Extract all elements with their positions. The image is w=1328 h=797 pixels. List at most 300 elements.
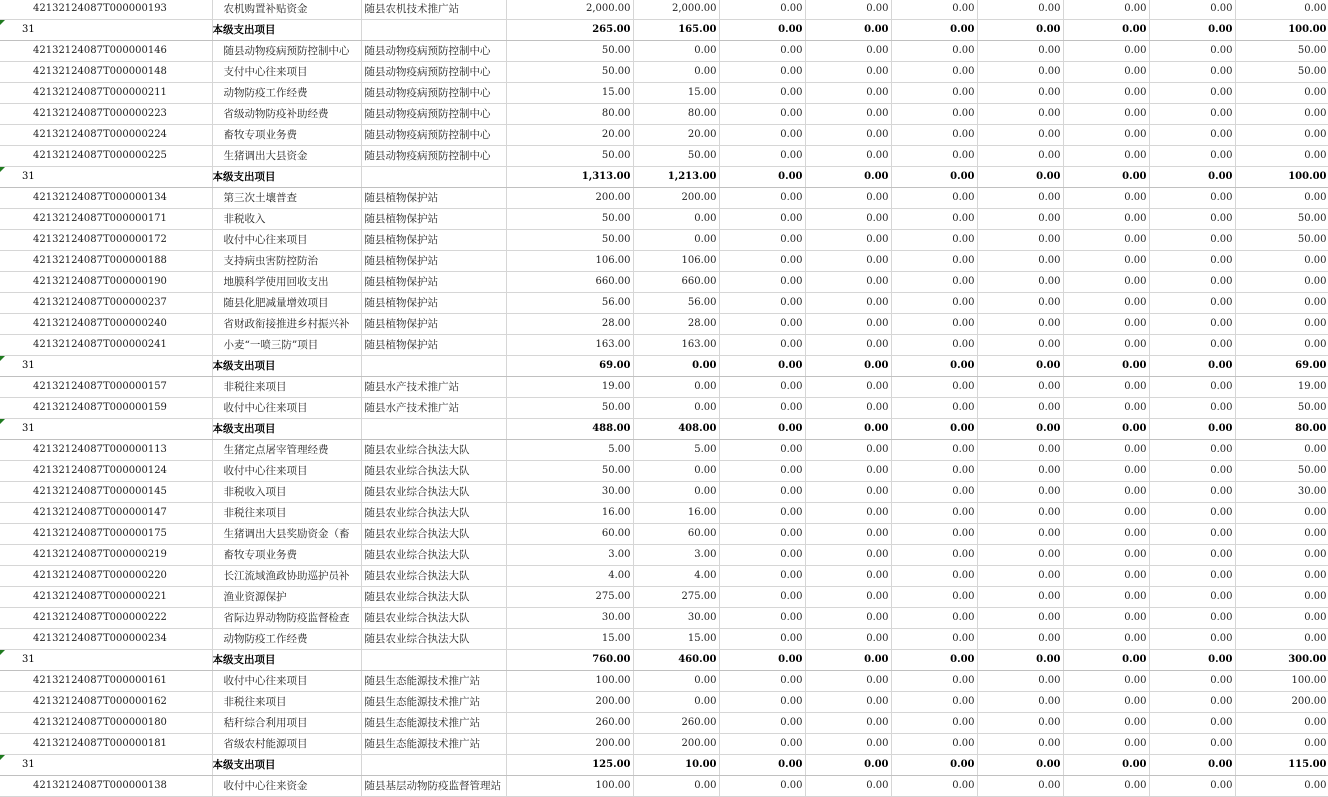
basic-amount-cell[interactable]: 260.00 <box>633 713 719 734</box>
col-4-cell[interactable]: 0.00 <box>805 272 891 293</box>
agency-name-cell[interactable]: 随县农机技术推广站 <box>361 0 506 20</box>
col-3-cell[interactable]: 0.00 <box>719 419 805 440</box>
col-7-cell[interactable]: 0.00 <box>1063 398 1149 419</box>
col-7-cell[interactable]: 0.00 <box>1063 167 1149 188</box>
col-8-cell[interactable]: 0.00 <box>1149 461 1235 482</box>
col-8-cell[interactable]: 0.00 <box>1149 566 1235 587</box>
col-7-cell[interactable]: 0.00 <box>1063 251 1149 272</box>
col-5-cell[interactable]: 0.00 <box>891 734 977 755</box>
project-code-cell[interactable] <box>0 146 212 167</box>
agency-name-cell[interactable]: 随县植物保护站 <box>361 230 506 251</box>
other-amount-cell[interactable]: 0.00 <box>1235 587 1328 608</box>
col-3-cell[interactable]: 0.00 <box>719 671 805 692</box>
col-7-cell[interactable]: 0.00 <box>1063 62 1149 83</box>
col-8-cell[interactable]: 0.00 <box>1149 335 1235 356</box>
col-6-cell[interactable]: 0.00 <box>977 608 1063 629</box>
agency-name-cell[interactable] <box>361 20 506 41</box>
other-amount-cell[interactable]: 0.00 <box>1235 125 1328 146</box>
col-4-cell[interactable]: 0.00 <box>805 776 891 797</box>
agency-name-cell[interactable]: 随县植物保护站 <box>361 209 506 230</box>
col-6-cell[interactable]: 0.00 <box>977 314 1063 335</box>
other-amount-cell[interactable]: 0.00 <box>1235 293 1328 314</box>
project-code-cell[interactable] <box>0 398 212 419</box>
project-name-cell[interactable]: 省财政衔接推进乡村振兴补 <box>212 314 361 335</box>
col-6-cell[interactable]: 0.00 <box>977 377 1063 398</box>
col-5-cell[interactable]: 0.00 <box>891 650 977 671</box>
col-8-cell[interactable]: 0.00 <box>1149 671 1235 692</box>
project-name-cell[interactable]: 非税收入 <box>212 209 361 230</box>
project-name-cell[interactable]: 非税收入项目 <box>212 482 361 503</box>
agency-name-cell[interactable]: 随县生态能源技术推广站 <box>361 713 506 734</box>
col-7-cell[interactable]: 0.00 <box>1063 608 1149 629</box>
col-7-cell[interactable]: 0.00 <box>1063 713 1149 734</box>
col-8-cell[interactable]: 0.00 <box>1149 188 1235 209</box>
col-5-cell[interactable]: 0.00 <box>891 209 977 230</box>
project-name-cell[interactable]: 本级支出项目 <box>212 356 361 377</box>
col-7-cell[interactable]: 0.00 <box>1063 188 1149 209</box>
col-8-cell[interactable]: 0.00 <box>1149 0 1235 20</box>
col-7-cell[interactable]: 0.00 <box>1063 692 1149 713</box>
col-3-cell[interactable]: 0.00 <box>719 293 805 314</box>
col-7-cell[interactable]: 0.00 <box>1063 335 1149 356</box>
agency-name-cell[interactable]: 随县农业综合执法大队 <box>361 545 506 566</box>
project-code-cell[interactable] <box>0 188 212 209</box>
col-7-cell[interactable]: 0.00 <box>1063 587 1149 608</box>
project-code-cell[interactable] <box>0 62 212 83</box>
project-code-cell[interactable] <box>0 272 212 293</box>
project-code-cell[interactable] <box>0 776 212 797</box>
col-5-cell[interactable]: 0.00 <box>891 566 977 587</box>
project-code-cell[interactable] <box>0 671 212 692</box>
col-4-cell[interactable]: 0.00 <box>805 419 891 440</box>
col-4-cell[interactable]: 0.00 <box>805 20 891 41</box>
col-5-cell[interactable]: 0.00 <box>891 482 977 503</box>
col-5-cell[interactable]: 0.00 <box>891 272 977 293</box>
col-3-cell[interactable]: 0.00 <box>719 545 805 566</box>
col-5-cell[interactable]: 0.00 <box>891 671 977 692</box>
total-amount-cell[interactable]: 50.00 <box>506 41 633 62</box>
col-4-cell[interactable]: 0.00 <box>805 356 891 377</box>
project-name-cell[interactable]: 随县化肥减量增效项目 <box>212 293 361 314</box>
other-amount-cell[interactable]: 50.00 <box>1235 230 1328 251</box>
total-amount-cell[interactable]: 100.00 <box>506 671 633 692</box>
project-name-cell[interactable]: 随县动物疫病预防控制中心 <box>212 41 361 62</box>
total-amount-cell[interactable]: 80.00 <box>506 104 633 125</box>
other-amount-cell[interactable]: 50.00 <box>1235 209 1328 230</box>
total-amount-cell[interactable]: 16.00 <box>506 503 633 524</box>
col-5-cell[interactable]: 0.00 <box>891 461 977 482</box>
col-7-cell[interactable]: 0.00 <box>1063 377 1149 398</box>
agency-name-cell[interactable] <box>361 356 506 377</box>
total-amount-cell[interactable]: 275.00 <box>506 587 633 608</box>
project-code-cell[interactable] <box>0 608 212 629</box>
col-5-cell[interactable]: 0.00 <box>891 314 977 335</box>
agency-name-cell[interactable]: 随县植物保护站 <box>361 314 506 335</box>
project-name-cell[interactable]: 非税往来项目 <box>212 377 361 398</box>
agency-name-cell[interactable]: 随县植物保护站 <box>361 293 506 314</box>
other-amount-cell[interactable]: 0.00 <box>1235 146 1328 167</box>
other-amount-cell[interactable]: 0.00 <box>1235 440 1328 461</box>
basic-amount-cell[interactable]: 275.00 <box>633 587 719 608</box>
col-8-cell[interactable]: 0.00 <box>1149 272 1235 293</box>
project-code-cell[interactable] <box>0 0 212 20</box>
col-4-cell[interactable]: 0.00 <box>805 83 891 104</box>
col-7-cell[interactable]: 0.00 <box>1063 146 1149 167</box>
total-amount-cell[interactable]: 200.00 <box>506 188 633 209</box>
project-code-cell[interactable] <box>0 524 212 545</box>
agency-name-cell[interactable]: 随县动物疫病预防控制中心 <box>361 62 506 83</box>
total-amount-cell[interactable]: 100.00 <box>506 776 633 797</box>
basic-amount-cell[interactable]: 15.00 <box>633 629 719 650</box>
col-3-cell[interactable]: 0.00 <box>719 251 805 272</box>
col-5-cell[interactable]: 0.00 <box>891 293 977 314</box>
col-5-cell[interactable]: 0.00 <box>891 356 977 377</box>
project-name-cell[interactable]: 畜牧专项业务费 <box>212 125 361 146</box>
col-6-cell[interactable]: 0.00 <box>977 692 1063 713</box>
basic-amount-cell[interactable]: 15.00 <box>633 83 719 104</box>
total-amount-cell[interactable]: 760.00 <box>506 650 633 671</box>
project-name-cell[interactable]: 渔业资源保护 <box>212 587 361 608</box>
project-name-cell[interactable]: 省级动物防疫补助经费 <box>212 104 361 125</box>
project-name-cell[interactable]: 收付中心往来项目 <box>212 398 361 419</box>
total-amount-cell[interactable]: 50.00 <box>506 62 633 83</box>
col-5-cell[interactable]: 0.00 <box>891 608 977 629</box>
basic-amount-cell[interactable]: 30.00 <box>633 608 719 629</box>
col-6-cell[interactable]: 0.00 <box>977 461 1063 482</box>
col-7-cell[interactable]: 0.00 <box>1063 356 1149 377</box>
col-6-cell[interactable]: 0.00 <box>977 545 1063 566</box>
col-6-cell[interactable]: 0.00 <box>977 209 1063 230</box>
col-3-cell[interactable]: 0.00 <box>719 230 805 251</box>
col-3-cell[interactable]: 0.00 <box>719 272 805 293</box>
total-amount-cell[interactable]: 50.00 <box>506 461 633 482</box>
col-8-cell[interactable]: 0.00 <box>1149 776 1235 797</box>
col-5-cell[interactable]: 0.00 <box>891 398 977 419</box>
project-name-cell[interactable]: 省级农村能源项目 <box>212 734 361 755</box>
col-7-cell[interactable]: 0.00 <box>1063 419 1149 440</box>
col-3-cell[interactable]: 0.00 <box>719 209 805 230</box>
col-5-cell[interactable]: 0.00 <box>891 104 977 125</box>
col-5-cell[interactable]: 0.00 <box>891 524 977 545</box>
project-name-cell[interactable]: 畜牧专项业务费 <box>212 545 361 566</box>
col-7-cell[interactable]: 0.00 <box>1063 629 1149 650</box>
project-name-cell[interactable]: 生猪定点屠宰管理经费 <box>212 440 361 461</box>
col-8-cell[interactable]: 0.00 <box>1149 251 1235 272</box>
project-code-cell[interactable] <box>0 461 212 482</box>
col-5-cell[interactable]: 0.00 <box>891 440 977 461</box>
project-name-cell[interactable]: 生猪调出大县资金 <box>212 146 361 167</box>
col-8-cell[interactable]: 0.00 <box>1149 104 1235 125</box>
project-code-cell[interactable] <box>0 482 212 503</box>
col-7-cell[interactable]: 0.00 <box>1063 209 1149 230</box>
col-7-cell[interactable]: 0.00 <box>1063 20 1149 41</box>
col-5-cell[interactable]: 0.00 <box>891 713 977 734</box>
agency-name-cell[interactable]: 随县农业综合执法大队 <box>361 440 506 461</box>
col-3-cell[interactable]: 0.00 <box>719 167 805 188</box>
basic-amount-cell[interactable]: 460.00 <box>633 650 719 671</box>
col-8-cell[interactable]: 0.00 <box>1149 293 1235 314</box>
total-amount-cell[interactable]: 3.00 <box>506 545 633 566</box>
agency-name-cell[interactable]: 随县植物保护站 <box>361 272 506 293</box>
other-amount-cell[interactable]: 0.00 <box>1235 335 1328 356</box>
project-code-cell[interactable] <box>0 692 212 713</box>
basic-amount-cell[interactable]: 0.00 <box>633 776 719 797</box>
col-6-cell[interactable]: 0.00 <box>977 356 1063 377</box>
project-code-cell[interactable] <box>0 755 212 776</box>
basic-amount-cell[interactable]: 0.00 <box>633 377 719 398</box>
col-4-cell[interactable]: 0.00 <box>805 293 891 314</box>
col-4-cell[interactable]: 0.00 <box>805 335 891 356</box>
col-8-cell[interactable]: 0.00 <box>1149 692 1235 713</box>
project-name-cell[interactable]: 本级支出项目 <box>212 650 361 671</box>
project-code-cell[interactable] <box>0 83 212 104</box>
col-8-cell[interactable]: 0.00 <box>1149 713 1235 734</box>
col-4-cell[interactable]: 0.00 <box>805 188 891 209</box>
col-3-cell[interactable]: 0.00 <box>719 83 805 104</box>
col-8-cell[interactable]: 0.00 <box>1149 440 1235 461</box>
col-6-cell[interactable]: 0.00 <box>977 335 1063 356</box>
col-5-cell[interactable]: 0.00 <box>891 755 977 776</box>
col-6-cell[interactable]: 0.00 <box>977 503 1063 524</box>
col-6-cell[interactable]: 0.00 <box>977 776 1063 797</box>
col-5-cell[interactable]: 0.00 <box>891 587 977 608</box>
col-8-cell[interactable]: 0.00 <box>1149 608 1235 629</box>
col-3-cell[interactable]: 0.00 <box>719 377 805 398</box>
other-amount-cell[interactable]: 0.00 <box>1235 251 1328 272</box>
project-name-cell[interactable]: 收付中心往来资金 <box>212 776 361 797</box>
total-amount-cell[interactable]: 200.00 <box>506 734 633 755</box>
col-8-cell[interactable]: 0.00 <box>1149 398 1235 419</box>
other-amount-cell[interactable]: 0.00 <box>1235 83 1328 104</box>
col-4-cell[interactable]: 0.00 <box>805 314 891 335</box>
col-3-cell[interactable]: 0.00 <box>719 356 805 377</box>
project-code-cell[interactable] <box>0 167 212 188</box>
basic-amount-cell[interactable]: 0.00 <box>633 230 719 251</box>
basic-amount-cell[interactable]: 0.00 <box>633 671 719 692</box>
total-amount-cell[interactable]: 15.00 <box>506 629 633 650</box>
basic-amount-cell[interactable]: 20.00 <box>633 125 719 146</box>
project-name-cell[interactable]: 收付中心往来项目 <box>212 671 361 692</box>
project-name-cell[interactable]: 农机购置补贴资金 <box>212 0 361 20</box>
basic-amount-cell[interactable]: 50.00 <box>633 146 719 167</box>
col-6-cell[interactable]: 0.00 <box>977 482 1063 503</box>
other-amount-cell[interactable]: 19.00 <box>1235 377 1328 398</box>
project-name-cell[interactable]: 省际边界动物防疫监督检查 <box>212 608 361 629</box>
col-3-cell[interactable]: 0.00 <box>719 482 805 503</box>
col-6-cell[interactable]: 0.00 <box>977 251 1063 272</box>
col-3-cell[interactable]: 0.00 <box>719 524 805 545</box>
total-amount-cell[interactable]: 1,313.00 <box>506 167 633 188</box>
agency-name-cell[interactable]: 随县农业综合执法大队 <box>361 608 506 629</box>
other-amount-cell[interactable]: 69.00 <box>1235 356 1328 377</box>
project-name-cell[interactable]: 收付中心往来项目 <box>212 461 361 482</box>
agency-name-cell[interactable]: 随县动物疫病预防控制中心 <box>361 104 506 125</box>
basic-amount-cell[interactable]: 10.00 <box>633 755 719 776</box>
other-amount-cell[interactable]: 200.00 <box>1235 692 1328 713</box>
other-amount-cell[interactable]: 0.00 <box>1235 629 1328 650</box>
other-amount-cell[interactable]: 100.00 <box>1235 671 1328 692</box>
agency-name-cell[interactable]: 随县动物疫病预防控制中心 <box>361 41 506 62</box>
agency-name-cell[interactable]: 随县植物保护站 <box>361 335 506 356</box>
agency-name-cell[interactable]: 随县动物疫病预防控制中心 <box>361 83 506 104</box>
basic-amount-cell[interactable]: 0.00 <box>633 461 719 482</box>
agency-name-cell[interactable]: 随县农业综合执法大队 <box>361 461 506 482</box>
other-amount-cell[interactable]: 0.00 <box>1235 314 1328 335</box>
col-4-cell[interactable]: 0.00 <box>805 41 891 62</box>
agency-name-cell[interactable] <box>361 755 506 776</box>
project-name-cell[interactable]: 支持病虫害防控防治 <box>212 251 361 272</box>
other-amount-cell[interactable]: 50.00 <box>1235 62 1328 83</box>
col-3-cell[interactable]: 0.00 <box>719 755 805 776</box>
col-8-cell[interactable]: 0.00 <box>1149 545 1235 566</box>
col-7-cell[interactable]: 0.00 <box>1063 83 1149 104</box>
col-5-cell[interactable]: 0.00 <box>891 83 977 104</box>
col-4-cell[interactable]: 0.00 <box>805 377 891 398</box>
basic-amount-cell[interactable]: 0.00 <box>633 41 719 62</box>
project-name-cell[interactable]: 地膜科学使用回收支出 <box>212 272 361 293</box>
total-amount-cell[interactable]: 163.00 <box>506 335 633 356</box>
basic-amount-cell[interactable]: 28.00 <box>633 314 719 335</box>
project-code-cell[interactable] <box>0 125 212 146</box>
col-5-cell[interactable]: 0.00 <box>891 377 977 398</box>
total-amount-cell[interactable]: 106.00 <box>506 251 633 272</box>
col-6-cell[interactable]: 0.00 <box>977 0 1063 20</box>
col-8-cell[interactable]: 0.00 <box>1149 83 1235 104</box>
project-name-cell[interactable]: 本级支出项目 <box>212 755 361 776</box>
agency-name-cell[interactable]: 随县生态能源技术推广站 <box>361 692 506 713</box>
project-name-cell[interactable]: 长江流域渔政协助巡护员补 <box>212 566 361 587</box>
project-code-cell[interactable] <box>0 650 212 671</box>
col-3-cell[interactable]: 0.00 <box>719 440 805 461</box>
project-name-cell[interactable]: 收付中心往来项目 <box>212 230 361 251</box>
col-4-cell[interactable]: 0.00 <box>805 167 891 188</box>
basic-amount-cell[interactable]: 163.00 <box>633 335 719 356</box>
basic-amount-cell[interactable]: 106.00 <box>633 251 719 272</box>
total-amount-cell[interactable]: 660.00 <box>506 272 633 293</box>
col-8-cell[interactable]: 0.00 <box>1149 503 1235 524</box>
basic-amount-cell[interactable]: 60.00 <box>633 524 719 545</box>
total-amount-cell[interactable]: 28.00 <box>506 314 633 335</box>
total-amount-cell[interactable]: 56.00 <box>506 293 633 314</box>
total-amount-cell[interactable]: 5.00 <box>506 440 633 461</box>
other-amount-cell[interactable]: 0.00 <box>1235 104 1328 125</box>
col-4-cell[interactable]: 0.00 <box>805 146 891 167</box>
col-7-cell[interactable]: 0.00 <box>1063 0 1149 20</box>
col-4-cell[interactable]: 0.00 <box>805 545 891 566</box>
col-4-cell[interactable]: 0.00 <box>805 629 891 650</box>
project-name-cell[interactable]: 非税往来项目 <box>212 692 361 713</box>
col-6-cell[interactable]: 0.00 <box>977 167 1063 188</box>
agency-name-cell[interactable]: 随县水产技术推广站 <box>361 377 506 398</box>
col-8-cell[interactable]: 0.00 <box>1149 41 1235 62</box>
project-code-cell[interactable] <box>0 629 212 650</box>
other-amount-cell[interactable]: 0.00 <box>1235 188 1328 209</box>
col-4-cell[interactable]: 0.00 <box>805 503 891 524</box>
agency-name-cell[interactable]: 随县生态能源技术推广站 <box>361 734 506 755</box>
total-amount-cell[interactable]: 125.00 <box>506 755 633 776</box>
col-4-cell[interactable]: 0.00 <box>805 440 891 461</box>
project-code-cell[interactable] <box>0 20 212 41</box>
col-5-cell[interactable]: 0.00 <box>891 776 977 797</box>
total-amount-cell[interactable]: 50.00 <box>506 146 633 167</box>
col-5-cell[interactable]: 0.00 <box>891 0 977 20</box>
agency-name-cell[interactable]: 随县农业综合执法大队 <box>361 629 506 650</box>
total-amount-cell[interactable]: 200.00 <box>506 692 633 713</box>
col-3-cell[interactable]: 0.00 <box>719 608 805 629</box>
col-5-cell[interactable]: 0.00 <box>891 230 977 251</box>
total-amount-cell[interactable]: 4.00 <box>506 566 633 587</box>
project-code-cell[interactable] <box>0 377 212 398</box>
other-amount-cell[interactable]: 0.00 <box>1235 608 1328 629</box>
project-name-cell[interactable]: 生猪调出大县奖励资金（畜 <box>212 524 361 545</box>
total-amount-cell[interactable]: 265.00 <box>506 20 633 41</box>
other-amount-cell[interactable]: 0.00 <box>1235 272 1328 293</box>
basic-amount-cell[interactable]: 0.00 <box>633 398 719 419</box>
total-amount-cell[interactable]: 50.00 <box>506 230 633 251</box>
col-7-cell[interactable]: 0.00 <box>1063 524 1149 545</box>
project-name-cell[interactable]: 秸秆综合利用项目 <box>212 713 361 734</box>
project-name-cell[interactable]: 动物防疫工作经费 <box>212 629 361 650</box>
col-7-cell[interactable]: 0.00 <box>1063 440 1149 461</box>
col-3-cell[interactable]: 0.00 <box>719 0 805 20</box>
col-8-cell[interactable]: 0.00 <box>1149 62 1235 83</box>
project-code-cell[interactable] <box>0 734 212 755</box>
col-3-cell[interactable]: 0.00 <box>719 734 805 755</box>
project-code-cell[interactable] <box>0 587 212 608</box>
col-8-cell[interactable]: 0.00 <box>1149 20 1235 41</box>
col-6-cell[interactable]: 0.00 <box>977 230 1063 251</box>
col-8-cell[interactable]: 0.00 <box>1149 734 1235 755</box>
basic-amount-cell[interactable]: 0.00 <box>633 356 719 377</box>
col-5-cell[interactable]: 0.00 <box>891 503 977 524</box>
other-amount-cell[interactable]: 0.00 <box>1235 734 1328 755</box>
col-5-cell[interactable]: 0.00 <box>891 692 977 713</box>
col-8-cell[interactable]: 0.00 <box>1149 146 1235 167</box>
project-code-cell[interactable] <box>0 104 212 125</box>
agency-name-cell[interactable]: 随县农业综合执法大队 <box>361 566 506 587</box>
other-amount-cell[interactable]: 100.00 <box>1235 20 1328 41</box>
col-8-cell[interactable]: 0.00 <box>1149 209 1235 230</box>
col-8-cell[interactable]: 0.00 <box>1149 587 1235 608</box>
project-code-cell[interactable] <box>0 41 212 62</box>
col-4-cell[interactable]: 0.00 <box>805 671 891 692</box>
col-3-cell[interactable]: 0.00 <box>719 713 805 734</box>
col-5-cell[interactable]: 0.00 <box>891 629 977 650</box>
col-7-cell[interactable]: 0.00 <box>1063 41 1149 62</box>
project-code-cell[interactable] <box>0 566 212 587</box>
other-amount-cell[interactable]: 50.00 <box>1235 461 1328 482</box>
col-3-cell[interactable]: 0.00 <box>719 62 805 83</box>
project-name-cell[interactable]: 小麦“一喷三防”项目 <box>212 335 361 356</box>
col-5-cell[interactable]: 0.00 <box>891 419 977 440</box>
agency-name-cell[interactable]: 随县农业综合执法大队 <box>361 482 506 503</box>
col-5-cell[interactable]: 0.00 <box>891 188 977 209</box>
col-4-cell[interactable]: 0.00 <box>805 587 891 608</box>
col-4-cell[interactable]: 0.00 <box>805 0 891 20</box>
col-6-cell[interactable]: 0.00 <box>977 41 1063 62</box>
col-3-cell[interactable]: 0.00 <box>719 650 805 671</box>
total-amount-cell[interactable]: 488.00 <box>506 419 633 440</box>
col-6-cell[interactable]: 0.00 <box>977 587 1063 608</box>
other-amount-cell[interactable]: 0.00 <box>1235 776 1328 797</box>
col-6-cell[interactable]: 0.00 <box>977 671 1063 692</box>
col-7-cell[interactable]: 0.00 <box>1063 545 1149 566</box>
col-5-cell[interactable]: 0.00 <box>891 41 977 62</box>
col-5-cell[interactable]: 0.00 <box>891 335 977 356</box>
col-6-cell[interactable]: 0.00 <box>977 755 1063 776</box>
col-7-cell[interactable]: 0.00 <box>1063 125 1149 146</box>
agency-name-cell[interactable]: 随县农业综合执法大队 <box>361 587 506 608</box>
